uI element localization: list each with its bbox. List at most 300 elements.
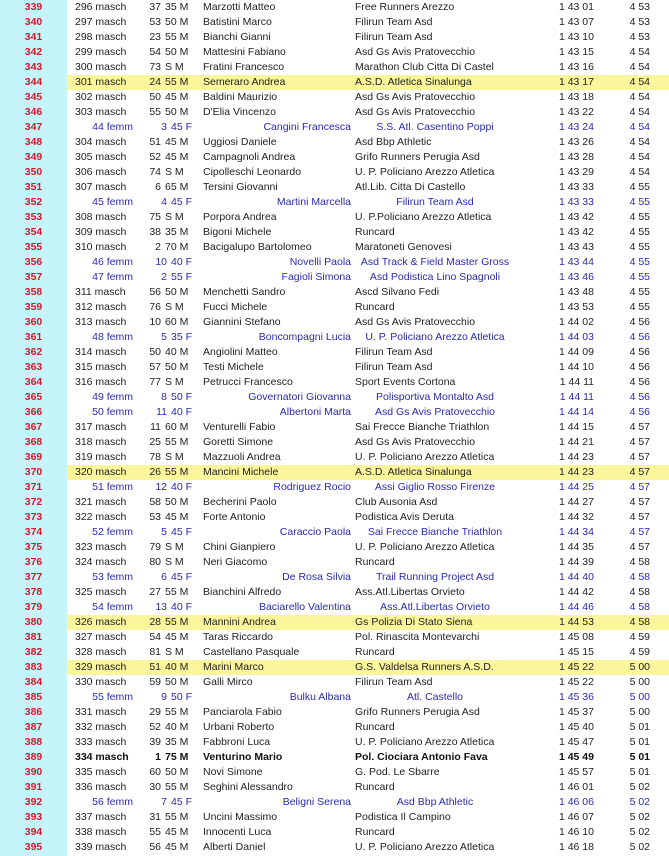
table-row (0, 30, 669, 45)
overall-position: 394 (24, 826, 43, 838)
row-body (67, 105, 669, 120)
finish-time: 1 43 53 (558, 301, 594, 313)
athlete-name: Venturelli Fabio (203, 421, 276, 433)
overall-position: 359 (24, 301, 43, 313)
athlete-name: Alberti Daniel (203, 841, 266, 853)
overall-position: 348 (24, 136, 43, 148)
category-rank: 301 masch (75, 76, 127, 88)
team-name: Asd Podistica Lino Spagnoli (369, 271, 501, 283)
row-body (67, 555, 669, 570)
table-row (0, 75, 669, 90)
category-rank: 297 masch (75, 16, 127, 28)
pace: 4 59 (629, 631, 650, 643)
overall-position: 387 (24, 721, 43, 733)
overall-position: 346 (24, 106, 43, 118)
overall-position: 395 (24, 841, 43, 853)
table-row (0, 450, 669, 465)
age-group: 45 M (165, 136, 189, 148)
age-group-rank: 81 (149, 646, 161, 658)
team-name: U. P. Policiano Arezzo Atletica (355, 451, 495, 463)
athlete-name: Batistini Marco (203, 16, 272, 28)
team-name: Club Ausonia Asd (355, 496, 438, 508)
age-group: 35 M (165, 1, 189, 13)
age-group: S M (165, 556, 184, 568)
athlete-name: Uggiosi Daniele (203, 136, 277, 148)
row-body (67, 45, 669, 60)
category-rank: 300 masch (75, 61, 127, 73)
table-row (0, 375, 669, 390)
row-body (67, 360, 669, 375)
pace: 4 57 (629, 541, 650, 553)
row-body (67, 300, 669, 315)
team-name: Pol. Ciociara Antonio Fava (355, 751, 488, 763)
row-body (67, 255, 669, 270)
team-name: Gs Polizia Di Stato Siena (355, 616, 473, 628)
overall-position: 347 (24, 121, 43, 133)
age-group: 50 M (165, 496, 189, 508)
age-group-rank: 10 (155, 256, 167, 268)
age-group-rank: 57 (149, 361, 161, 373)
pace: 5 02 (629, 826, 650, 838)
row-body (67, 450, 669, 465)
age-group: 55 M (165, 781, 189, 793)
pace: 5 00 (629, 661, 650, 673)
table-row (0, 705, 669, 720)
pace: 4 55 (629, 241, 650, 253)
table-row (0, 300, 669, 315)
pace: 4 57 (629, 421, 650, 433)
team-name: Filirun Team Asd (396, 196, 474, 208)
team-name: Filirun Team Asd (355, 361, 433, 373)
overall-position: 377 (24, 571, 43, 583)
overall-position: 351 (24, 181, 43, 193)
age-group: 55 M (165, 436, 189, 448)
category-rank: 299 masch (75, 46, 127, 58)
table-row (0, 780, 669, 795)
age-group: 45 M (165, 91, 189, 103)
age-group: 45 F (171, 796, 193, 808)
team-name: Ass.Atl.Libertas Orvieto (380, 601, 490, 613)
category-rank: 325 masch (75, 586, 127, 598)
age-group-rank: 2 (155, 241, 161, 253)
category-rank: 322 masch (75, 511, 127, 523)
age-group: 45 F (171, 571, 193, 583)
athlete-name: Marzotti Matteo (203, 1, 276, 13)
pace: 5 00 (629, 676, 650, 688)
table-row (0, 105, 669, 120)
category-rank: 307 masch (75, 181, 127, 193)
pace: 4 57 (629, 466, 650, 478)
age-group-rank: 23 (149, 31, 161, 43)
row-body (67, 810, 669, 825)
row-body (67, 345, 669, 360)
age-group: 50 F (171, 391, 193, 403)
age-group-rank: 78 (149, 451, 161, 463)
age-group: 55 M (165, 466, 189, 478)
overall-position: 371 (24, 481, 43, 493)
pace: 4 55 (629, 256, 650, 268)
age-group: 50 M (165, 766, 189, 778)
row-body (67, 390, 669, 405)
athlete-name: Baciarello Valentina (258, 601, 351, 613)
pace: 4 54 (629, 61, 650, 73)
row-body (67, 0, 669, 15)
category-rank: 334 masch (75, 751, 129, 763)
category-rank: 296 masch (75, 1, 127, 13)
team-name: U. P. Policiano Arezzo Atletica (355, 166, 495, 178)
row-body (67, 150, 669, 165)
athlete-name: Becherini Paolo (203, 496, 277, 508)
age-group-rank: 11 (150, 421, 161, 433)
table-row (0, 360, 669, 375)
category-rank: 337 masch (75, 811, 127, 823)
table-row (0, 60, 669, 75)
overall-position: 345 (24, 91, 43, 103)
age-group: 55 F (171, 271, 193, 283)
pace: 5 02 (629, 796, 650, 808)
pace: 4 57 (629, 481, 650, 493)
row-body (67, 600, 669, 615)
age-group: 45 F (171, 121, 193, 133)
pace: 4 54 (629, 91, 650, 103)
finish-time: 1 46 01 (558, 781, 594, 793)
age-group: 60 M (165, 316, 189, 328)
row-body (67, 510, 669, 525)
row-body (67, 15, 669, 30)
overall-position: 376 (24, 556, 43, 568)
finish-time: 1 43 16 (558, 61, 594, 73)
row-body (67, 720, 669, 735)
overall-position: 372 (24, 496, 43, 508)
table-row (0, 810, 669, 825)
finish-time: 1 44 14 (558, 406, 594, 418)
team-name: Runcard (355, 556, 395, 568)
pace: 4 55 (629, 271, 650, 283)
pace: 4 55 (629, 286, 650, 298)
pace: 4 58 (629, 616, 650, 628)
category-rank: 321 masch (75, 496, 127, 508)
row-body (67, 480, 669, 495)
table-row (0, 465, 669, 480)
age-group-rank: 76 (149, 301, 161, 313)
table-row (0, 615, 669, 630)
athlete-name: Fucci Michele (203, 301, 268, 313)
pace: 5 00 (629, 706, 650, 718)
athlete-name: Porpora Andrea (203, 211, 277, 223)
age-group: 45 M (165, 511, 189, 523)
team-name: Asd Bbp Athletic (355, 136, 432, 148)
pace: 5 00 (629, 691, 650, 703)
finish-time: 1 44 15 (558, 421, 594, 433)
pace: 4 54 (629, 136, 650, 148)
pace: 4 54 (629, 121, 650, 133)
table-row (0, 225, 669, 240)
table-row (0, 720, 669, 735)
age-group: S M (165, 211, 184, 223)
team-name: Ass.Atl.Libertas Orvieto (355, 586, 465, 598)
athlete-name: Mannini Andrea (203, 616, 276, 628)
athlete-name: Fratini Francesco (203, 61, 285, 73)
finish-time: 1 44 23 (558, 466, 594, 478)
category-rank: 308 masch (75, 211, 127, 223)
age-group-rank: 50 (149, 91, 161, 103)
row-body (67, 495, 669, 510)
finish-time: 1 43 18 (558, 91, 594, 103)
table-row (0, 420, 669, 435)
table-row (0, 735, 669, 750)
team-name: Runcard (355, 226, 395, 238)
athlete-name: Fabbroni Luca (203, 736, 271, 748)
age-group: 35 F (171, 331, 193, 343)
finish-time: 1 43 01 (558, 1, 594, 13)
pace: 4 53 (629, 31, 650, 43)
row-body (67, 135, 669, 150)
category-rank: 45 femm (92, 196, 133, 208)
pace: 4 55 (629, 181, 650, 193)
table-row (0, 120, 669, 135)
table-row (0, 330, 669, 345)
age-group-rank: 53 (149, 511, 161, 523)
row-body (67, 270, 669, 285)
athlete-name: Albertoni Marta (279, 406, 351, 418)
category-rank: 338 masch (75, 826, 127, 838)
row-body (67, 660, 669, 675)
age-group: 65 M (165, 181, 189, 193)
overall-position: 375 (24, 541, 43, 553)
age-group: S M (165, 301, 184, 313)
category-rank: 319 masch (75, 451, 127, 463)
table-row (0, 195, 669, 210)
overall-position: 342 (24, 46, 43, 58)
row-body (67, 90, 669, 105)
finish-time: 1 45 47 (558, 736, 594, 748)
team-name: A.S.D. Atletica Sinalunga (355, 466, 472, 478)
pace: 4 56 (629, 316, 650, 328)
team-name: Polisportiva Montalto Asd (376, 391, 494, 403)
team-name: Asd Gs Avis Pratovecchio (355, 91, 476, 103)
finish-time: 1 46 06 (558, 796, 594, 808)
finish-time: 1 45 15 (558, 646, 594, 658)
overall-position: 362 (24, 346, 43, 358)
pace: 4 53 (629, 1, 650, 13)
athlete-name: Tersini Giovanni (203, 181, 278, 193)
age-group: 75 M (165, 751, 189, 763)
team-name: Runcard (355, 721, 395, 733)
athlete-name: Bacigalupo Bartolomeo (203, 241, 312, 253)
athlete-name: Cangini Francesca (263, 121, 351, 133)
age-group-rank: 26 (149, 466, 161, 478)
age-group-rank: 52 (149, 721, 161, 733)
team-name: Pol. Rinascita Montevarchi (355, 631, 480, 643)
overall-position: 390 (24, 766, 43, 778)
age-group-rank: 2 (161, 271, 167, 283)
team-name: A.S.D. Atletica Sinalunga (355, 76, 472, 88)
category-rank: 54 femm (92, 601, 133, 613)
overall-position: 339 (24, 1, 43, 13)
team-name: Asd Gs Avis Pratovecchio (355, 106, 476, 118)
athlete-name: Semeraro Andrea (203, 76, 286, 88)
table-row (0, 390, 669, 405)
athlete-name: Forte Antonio (203, 511, 266, 523)
age-group-rank: 6 (161, 571, 167, 583)
team-name: U. P. Policiano Arezzo Atletica (355, 541, 495, 553)
age-group-rank: 13 (155, 601, 167, 613)
finish-time: 1 43 29 (558, 166, 594, 178)
category-rank: 332 masch (75, 721, 127, 733)
age-group: S M (165, 646, 184, 658)
athlete-name: Seghini Alessandro (203, 781, 293, 793)
finish-time: 1 43 15 (558, 46, 594, 58)
category-rank: 309 masch (75, 226, 127, 238)
table-row (0, 150, 669, 165)
overall-position: 386 (24, 706, 43, 718)
table-row (0, 180, 669, 195)
category-rank: 323 masch (75, 541, 127, 553)
overall-position: 379 (24, 601, 43, 613)
overall-position: 385 (24, 691, 43, 703)
overall-position: 373 (24, 511, 43, 523)
age-group: 55 M (165, 616, 189, 628)
age-group: 60 M (165, 421, 189, 433)
overall-position: 366 (24, 406, 43, 418)
table-row (0, 540, 669, 555)
pace: 5 01 (629, 721, 650, 733)
team-name: Asd Gs Avis Pratovecchio (355, 46, 476, 58)
athlete-name: Castellano Pasquale (203, 646, 300, 658)
age-group-rank: 8 (161, 391, 167, 403)
athlete-name: Chini Gianpiero (203, 541, 276, 553)
athlete-name: Campagnoli Andrea (203, 151, 296, 163)
table-row (0, 555, 669, 570)
overall-position: 393 (24, 811, 43, 823)
athlete-name: Fagioli Simona (281, 271, 351, 283)
category-rank: 331 masch (75, 706, 127, 718)
category-rank: 46 femm (92, 256, 133, 268)
age-group-rank: 3 (161, 121, 167, 133)
age-group: S M (165, 541, 184, 553)
table-row (0, 825, 669, 840)
row-body (67, 225, 669, 240)
table-row (0, 795, 669, 810)
age-group-rank: 6 (155, 181, 161, 193)
age-group: 55 M (165, 706, 189, 718)
team-name: Sai Frecce Bianche Triathlon (367, 526, 503, 538)
overall-position: 382 (24, 646, 43, 658)
pace: 4 54 (629, 106, 650, 118)
age-group: 45 F (171, 526, 193, 538)
pace: 5 02 (629, 811, 650, 823)
row-body (67, 675, 669, 690)
team-name: Filirun Team Asd (355, 346, 433, 358)
athlete-name: Rodriguez Rocio (273, 481, 351, 493)
overall-position: 349 (24, 151, 43, 163)
pace: 4 56 (629, 346, 650, 358)
finish-time: 1 45 36 (558, 691, 594, 703)
pace: 4 55 (629, 211, 650, 223)
athlete-name: Taras Riccardo (203, 631, 274, 643)
table-row (0, 405, 669, 420)
row-body (67, 630, 669, 645)
overall-position: 341 (24, 31, 43, 43)
row-body (67, 240, 669, 255)
pace: 4 56 (629, 376, 650, 388)
age-group-rank: 51 (149, 136, 161, 148)
category-rank: 49 femm (92, 391, 133, 403)
row-body (67, 825, 669, 840)
category-rank: 336 masch (75, 781, 127, 793)
team-name: Runcard (355, 826, 395, 838)
age-group-rank: 27 (149, 586, 161, 598)
team-name: Filirun Team Asd (355, 676, 433, 688)
table-row (0, 345, 669, 360)
overall-position: 352 (24, 196, 43, 208)
athlete-name: Uncini Massimo (203, 811, 278, 823)
finish-time: 1 43 24 (558, 121, 594, 133)
row-body (67, 420, 669, 435)
pace: 4 58 (629, 601, 650, 613)
finish-time: 1 44 40 (558, 571, 594, 583)
table-row (0, 165, 669, 180)
category-rank: 52 femm (92, 526, 133, 538)
team-name: Asd Bbp Athletic (396, 796, 474, 808)
table-row (0, 135, 669, 150)
age-group-rank: 79 (149, 541, 161, 553)
overall-position: 367 (24, 421, 43, 433)
team-name: Atl. Castello (406, 691, 464, 703)
athlete-name: Petrucci Francesco (203, 376, 293, 388)
pace: 4 56 (629, 406, 650, 418)
finish-time: 1 46 07 (558, 811, 594, 823)
row-body (67, 540, 669, 555)
age-group-rank: 74 (149, 166, 161, 178)
athlete-name: Beligni Serena (282, 796, 351, 808)
table-row (0, 750, 669, 765)
table-row (0, 645, 669, 660)
team-name: U. P. Policiano Arezzo Atletica (355, 736, 495, 748)
overall-position: 374 (24, 526, 43, 538)
age-group-rank: 31 (149, 811, 161, 823)
overall-position: 364 (24, 376, 43, 388)
athlete-name: Bigoni Michele (203, 226, 272, 238)
row-body (67, 75, 669, 90)
pace: 4 55 (629, 226, 650, 238)
finish-time: 1 43 42 (558, 226, 594, 238)
table-row (0, 690, 669, 705)
athlete-name: Martini Marcella (276, 196, 351, 208)
finish-time: 1 43 46 (558, 271, 594, 283)
row-body (67, 375, 669, 390)
category-rank: 44 femm (92, 121, 133, 133)
team-name: Free Runners Arezzo (355, 1, 455, 13)
finish-time: 1 43 43 (558, 241, 594, 253)
athlete-name: Goretti Simone (203, 436, 274, 448)
athlete-name: Mattesini Fabiano (203, 46, 286, 58)
category-rank: 50 femm (92, 406, 133, 418)
overall-position: 361 (24, 331, 43, 343)
table-row (0, 765, 669, 780)
age-group: 50 M (165, 676, 189, 688)
pace: 4 58 (629, 586, 650, 598)
finish-time: 1 43 44 (558, 256, 594, 268)
overall-position: 363 (24, 361, 43, 373)
pace: 4 55 (629, 301, 650, 313)
age-group: 40 F (171, 481, 193, 493)
category-rank: 306 masch (75, 166, 127, 178)
pace: 4 54 (629, 76, 650, 88)
category-rank: 48 femm (92, 331, 133, 343)
table-row (0, 510, 669, 525)
athlete-name: Neri Giacomo (203, 556, 268, 568)
